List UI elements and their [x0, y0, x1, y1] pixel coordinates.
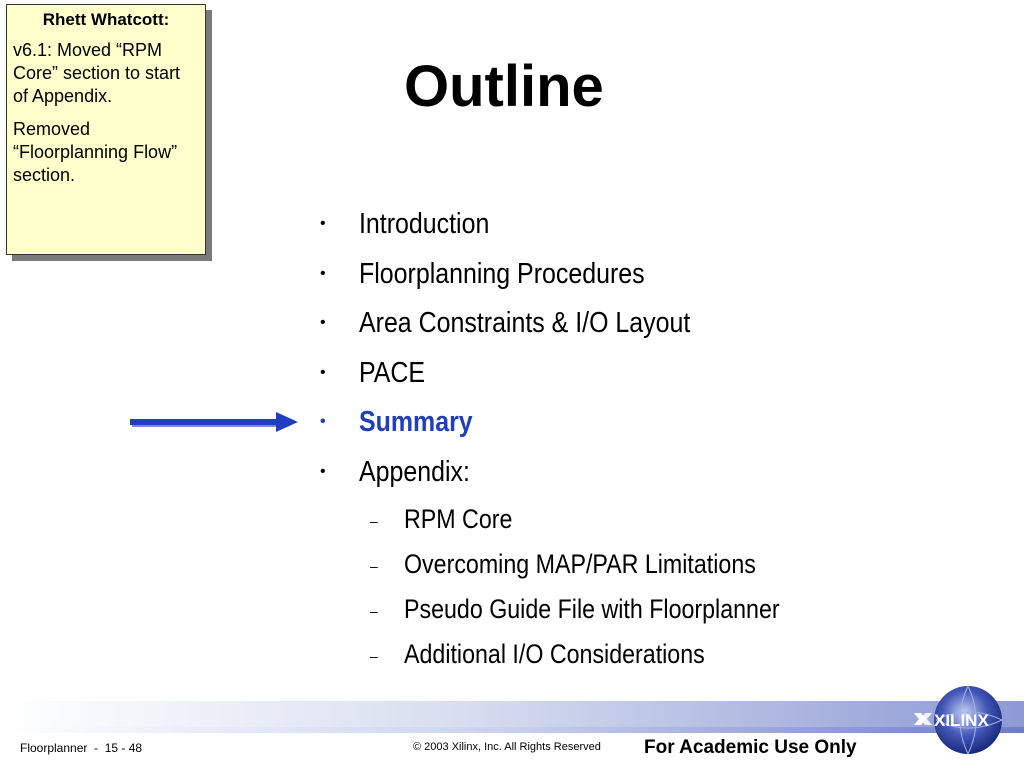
copyright: © 2003 Xilinx, Inc. All Rights Reserved: [413, 741, 601, 753]
sub-bullet-item: [310, 587, 841, 632]
sub-bullet-text: Additional I/O Considerations: [404, 639, 705, 669]
bullet-text: Appendix:: [359, 455, 470, 488]
bullet-item: [310, 200, 841, 250]
sub-bullet-text: Pseudo Guide File with Floorplanner: [404, 594, 780, 624]
sub-bullet-mark: –: [370, 558, 378, 574]
bullet-mark: •: [320, 264, 326, 282]
comment-author: Rhett Whatcott:: [42, 10, 170, 29]
bullet-text: PACE: [359, 356, 426, 389]
academic-notice: For Academic Use Only: [644, 737, 857, 758]
footer-band: [0, 701, 1024, 729]
xilinx-logo-icon: [912, 684, 1012, 758]
comment-paragraph: Removed “Floorplanning Flow” section.: [13, 119, 178, 185]
bullet-mark: •: [320, 462, 326, 480]
sub-bullet-mark: –: [370, 648, 378, 664]
sub-bullet-mark: –: [370, 513, 378, 529]
sub-bullet-mark: –: [370, 603, 378, 619]
slide-title: Outline: [404, 54, 604, 119]
bullet-item-current: [310, 398, 841, 448]
sub-bullet-text: RPM Core: [404, 504, 513, 534]
footer-band-accent: [0, 727, 1024, 733]
bullet-mark: •: [320, 215, 326, 232]
bullet-text: Introduction: [359, 208, 490, 240]
bullet-text: Area Constraints & I/O Layout: [359, 307, 691, 339]
comment-box: [6, 4, 206, 255]
bullet-item: [310, 349, 841, 399]
sub-bullet-item: [310, 632, 841, 677]
bullet-mark: •: [320, 413, 326, 430]
bullet-item: [310, 250, 841, 300]
logo-text: XILINX: [934, 711, 989, 730]
bullet-mark: •: [320, 314, 326, 331]
outline-list: [310, 200, 841, 677]
sub-bullet-text: Overcoming MAP/PAR Limitations: [404, 549, 756, 579]
right-arrow-icon: [130, 412, 300, 434]
bullet-text: Summary: [359, 406, 473, 438]
bullet-item: [310, 299, 841, 349]
comment-paragraph: v6.1: Moved “RPM Core” section to start of Appendix.: [13, 40, 181, 106]
sub-bullet-item: [310, 497, 841, 542]
slide-number: Floorplanner - 15 - 48: [20, 741, 143, 755]
bullet-mark: •: [320, 363, 326, 381]
sub-bullet-item: [310, 542, 841, 587]
bullet-text: Floorplanning Procedures: [359, 257, 645, 290]
bullet-item: [310, 448, 841, 498]
